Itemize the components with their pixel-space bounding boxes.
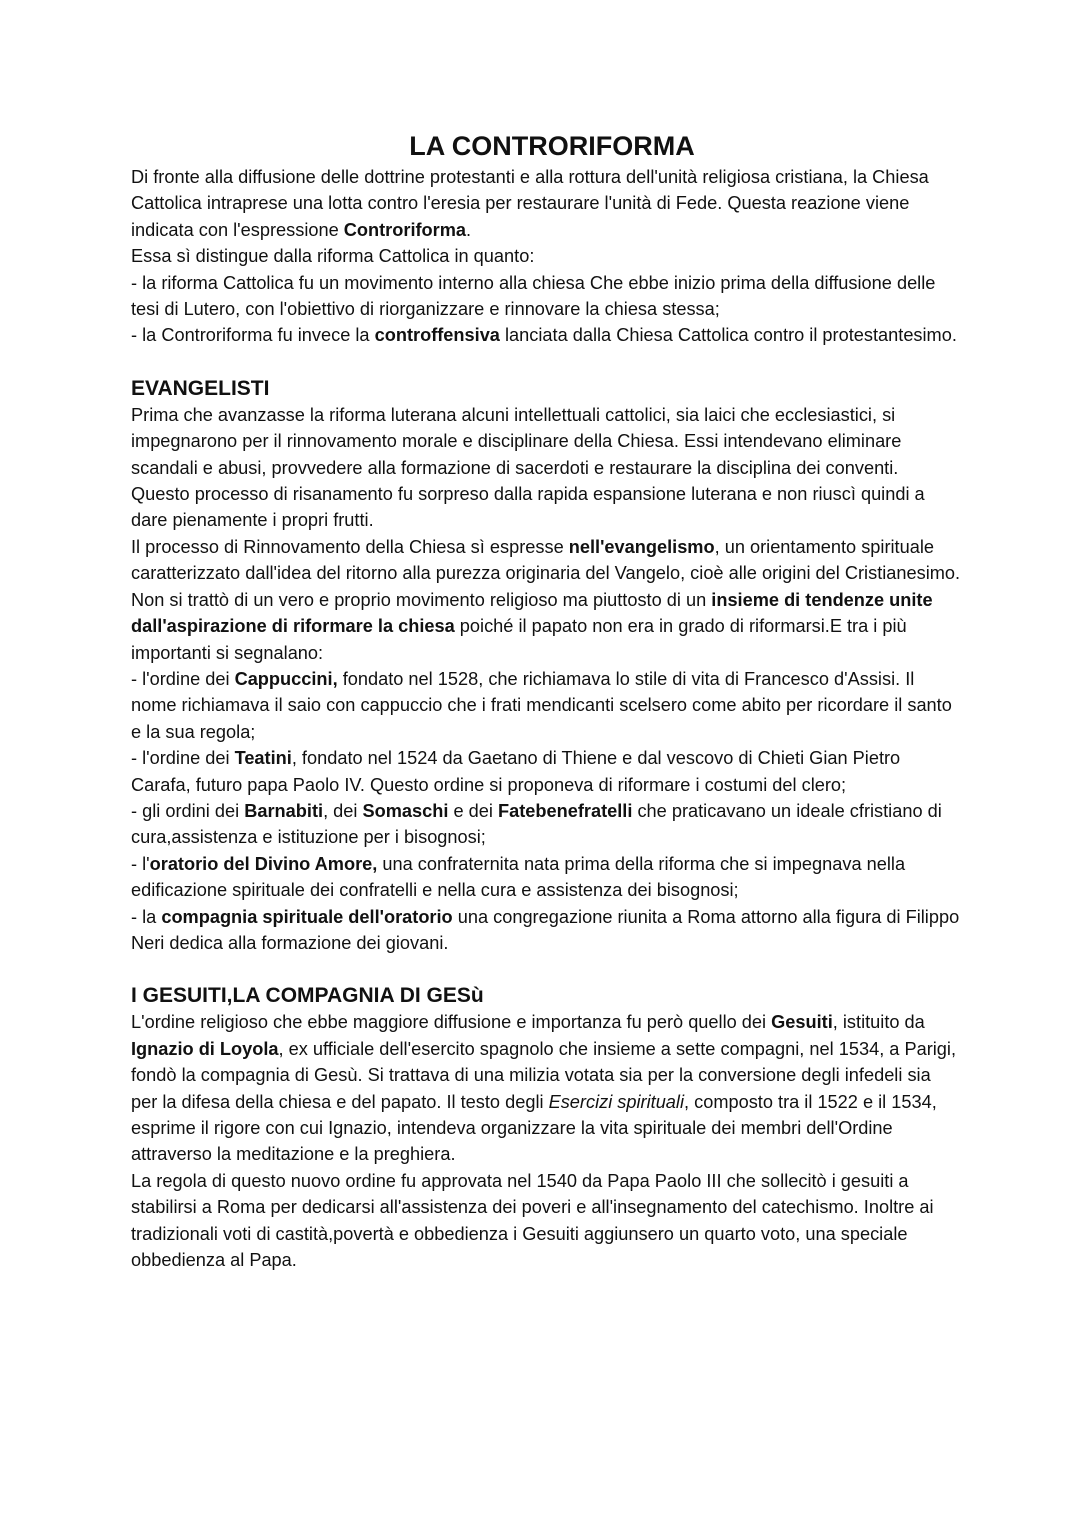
page-title: LA CONTRORIFORMA bbox=[409, 131, 695, 161]
text-run: , istituito da bbox=[832, 1012, 925, 1033]
gesuiti-paragraph-1 bbox=[131, 1009, 961, 1167]
text-run: Il processo di Rinnovamento della Chiesa sì espresse bbox=[131, 536, 569, 557]
bold-term: nell'evangelismo bbox=[568, 536, 715, 557]
italic-title: Esercizi spirituali bbox=[548, 1091, 685, 1112]
list-item-teatini bbox=[131, 745, 961, 798]
text-run: che praticavano un ideale cfristiano di cura,assistenza e istituzione per i bisognosi; bbox=[131, 800, 942, 848]
evangelisti-paragraph-1: Prima che avanzasse la riforma luterana alcuni intellettuali cattolici, sia laici che ecclesiastici, si impegnarono per il rinnovamento morale e disciplinare della Chiesa. Essi intendevano eliminare scandali e abusi, provvedere alla formazione di sacerdoti e restaurare la disciplina dei conventi. Questo processo di risanamento fu sorpreso dalla rapida espansione luterana e non riuscì quindi a dare pienamente i propri frutti. bbox=[131, 404, 925, 531]
bold-term: Somaschi bbox=[362, 800, 449, 821]
text-run: una confraternita nata prima della riforma che si impegnava nella edificazione spirituale dei confratelli e nella cura e assistenza dei bisognosi; bbox=[131, 853, 906, 901]
intro-paragraph bbox=[131, 164, 961, 243]
text-run: - la bbox=[131, 906, 162, 927]
bold-term: Ignazio di Loyola bbox=[131, 1038, 279, 1059]
text-run: , composto tra il 1522 e il 1534, esprime il rigore con cui Ignazio, intendeva organizzare la vita spirituale dei membri dell'Ordine attraverso la meditazione e la preghiera. bbox=[131, 1091, 937, 1165]
spacer bbox=[131, 349, 961, 375]
list-item-cappuccini bbox=[131, 666, 961, 745]
text-run: Di fronte alla diffusione delle dottrine protestanti e alla rottura dell'unità religiosa cristiana, la Chiesa Cattolica intraprese una lotta contro l'eresia per restaurare l'unità di Fede. Questa reazione viene indicata con l'espressione bbox=[131, 167, 929, 240]
text-run: L'ordine religioso che ebbe maggiore diffusione e importanza fu però quello dei bbox=[131, 1012, 772, 1033]
list-item-oratorio bbox=[131, 851, 961, 904]
text-run: poiché il papato non era in grado di riformarsi.E tra i più importanti si segnalano: bbox=[131, 616, 907, 663]
spacer bbox=[131, 956, 961, 982]
gesuiti-paragraph-2: La regola di questo nuovo ordine fu approvata nel 1540 da Papa Paolo III che sollecitò i gesuiti a stabilirsi a Roma per dedicarsi all'assistenza dei poveri e all'insegnamento del catechismo. Inoltre ai tradizionali voti di castità,povertà e obbedienza i Gesuiti aggiunsero un quarto voto, una speciale obbedienza al Papa. bbox=[131, 1170, 934, 1271]
bold-term: Gesuiti bbox=[771, 1012, 833, 1033]
section-heading-gesuiti: I GESUITI,LA COMPAGNIA DI GESù bbox=[131, 984, 484, 1008]
intro-point-riforma: - la riforma Cattolica fu un movimento interno alla chiesa Che ebbe inizio prima della diffusione delle tesi di Lutero, con l'obiettivo di riorganizzare e rinnovare la chiesa stessa; bbox=[131, 272, 936, 320]
bold-term-controffensiva: controffensiva bbox=[374, 325, 500, 346]
bold-term: oratorio del Divino Amore, bbox=[149, 853, 378, 874]
text-run: - la Controriforma fu invece la bbox=[131, 325, 375, 346]
bold-term-controriforma: Controriforma bbox=[343, 219, 467, 240]
text-run: - gli ordini dei bbox=[131, 800, 245, 821]
bold-term: Teatini bbox=[234, 748, 292, 769]
text-run: , dei bbox=[323, 800, 363, 821]
list-item-barnabiti bbox=[131, 798, 961, 851]
text-run: - l'ordine dei bbox=[131, 748, 235, 769]
evangelisti-paragraph-2 bbox=[131, 534, 961, 666]
bold-term: Fatebenefratelli bbox=[497, 800, 633, 821]
section-heading-evangelisti: EVANGELISTI bbox=[131, 376, 270, 400]
text-run: fondato nel 1528, che richiamava lo stile di vita di Francesco d'Assisi. Il nome richiamava il saio con cappuccio che i frati mendicanti scelsero come abito per ricordare il santo e la sua regola; bbox=[131, 668, 952, 742]
intro-point-controriforma bbox=[131, 322, 961, 348]
bold-term: compagnia spirituale dell'oratorio bbox=[161, 906, 453, 927]
list-item-compagnia bbox=[131, 904, 961, 957]
intro-distinction: Essa sì distingue dalla riforma Cattolica in quanto: bbox=[131, 246, 535, 267]
text-run: , un orientamento spirituale caratterizzato dall'idea del ritorno alla purezza originaria del Vangelo, cioè alle origini del Cristianesimo. Non si trattò di un vero e proprio movimento religioso ma piuttosto di un bbox=[131, 536, 961, 610]
text-run: , ex ufficiale dell'esercito spagnolo che insieme a sette compagni, nel 1534, a Parigi, fondò la compagnia di Gesù. Si trattava di una milizia votata sia per la conversione degli infedeli sia per la difesa della chiesa e del papato. Il testo degli bbox=[131, 1038, 957, 1112]
text-run: una congregazione riunita a Roma attorno alla figura di Filippo Neri dedica alla formazione dei giovani. bbox=[131, 906, 960, 953]
text-run: . bbox=[466, 219, 472, 240]
bold-term: Cappuccini, bbox=[234, 668, 338, 689]
document-page bbox=[131, 128, 961, 1273]
text-run: - l' bbox=[131, 853, 150, 874]
bold-term: insieme di tendenze unite dall'aspirazione di riformare la chiesa bbox=[131, 589, 933, 637]
text-run: , fondato nel 1524 da Gaetano di Thiene e dal vescovo di Chieti Gian Pietro Carafa, futuro papa Paolo IV. Questo ordine si proponeva di riformare i costumi del clero; bbox=[131, 748, 901, 795]
text-run: - l'ordine dei bbox=[131, 668, 235, 689]
text-run: e dei bbox=[448, 800, 498, 821]
text-run: lanciata dalla Chiesa Cattolica contro il protestantesimo. bbox=[499, 325, 957, 346]
bold-term: Barnabiti bbox=[244, 800, 324, 821]
